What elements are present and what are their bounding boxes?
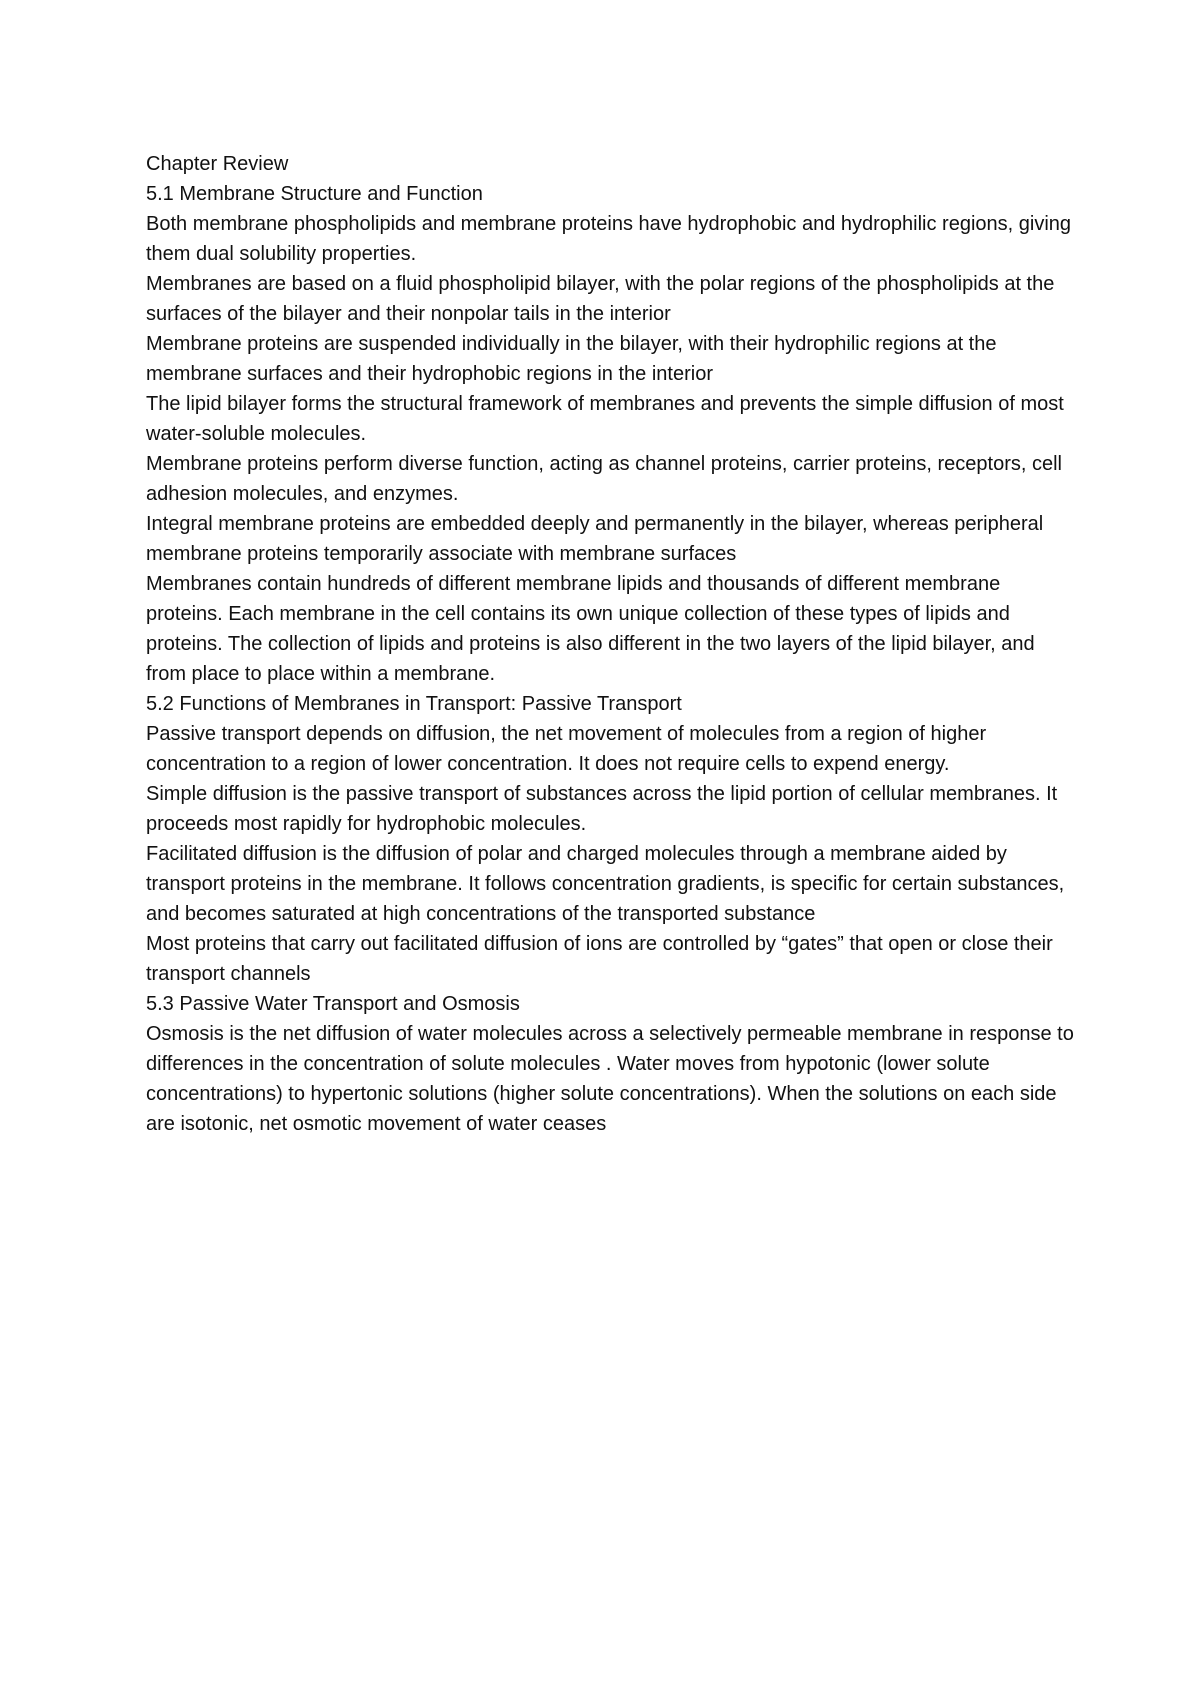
- paragraph: Membranes are based on a fluid phospholipid bilayer, with the polar regions of the phospholipids at the surfaces of the bilayer and their nonpolar tails in the interior: [146, 273, 1055, 325]
- section-heading-5-2: 5.2 Functions of Membranes in Transport: Passive Transport: [146, 693, 682, 715]
- paragraph: Facilitated diffusion is the diffusion of polar and charged molecules through a membrane aided by transport proteins in the membrane. It follows concentration gradients, is specific for certain substances, and becomes saturated at high concentrations of the transported substance: [146, 843, 1065, 925]
- section-heading-5-1: 5.1 Membrane Structure and Function: [146, 183, 483, 205]
- paragraph: Membrane proteins are suspended individually in the bilayer, with their hydrophilic regions at the membrane surfaces and their hydrophobic regions in the interior: [146, 333, 997, 385]
- document-body: [146, 149, 1076, 1139]
- paragraph: Membranes contain hundreds of different membrane lipids and thousands of different membrane proteins. Each membrane in the cell contains its own unique collection of these types of lipids and proteins. The collection of lipids and proteins is also different in the two layers of the lipid bilayer, and from place to place within a membrane.: [146, 573, 1035, 685]
- paragraph: Passive transport depends on diffusion, the net movement of molecules from a region of higher concentration to a region of lower concentration. It does not require cells to expend energy.: [146, 723, 987, 775]
- paragraph: Osmosis is the net diffusion of water molecules across a selectively permeable membrane in response to differences in the concentration of solute molecules . Water moves from hypotonic (lower solute concentrations) to hypertonic solutions (higher solute concentrations). When the solutions on each side are isotonic, net osmotic movement of water ceases: [146, 1023, 1074, 1135]
- paragraph: The lipid bilayer forms the structural framework of membranes and prevents the simple diffusion of most water-soluble molecules.: [146, 393, 1064, 445]
- section-heading-5-3: 5.3 Passive Water Transport and Osmosis: [146, 993, 520, 1015]
- paragraph: Both membrane phospholipids and membrane proteins have hydrophobic and hydrophilic regions, giving them dual solubility properties.: [146, 213, 1072, 265]
- paragraph: Simple diffusion is the passive transport of substances across the lipid portion of cellular membranes. It proceeds most rapidly for hydrophobic molecules.: [146, 783, 1058, 835]
- chapter-title: Chapter Review: [146, 153, 289, 175]
- paragraph: Membrane proteins perform diverse function, acting as channel proteins, carrier proteins, receptors, cell adhesion molecules, and enzymes.: [146, 453, 1062, 505]
- paragraph: Most proteins that carry out facilitated diffusion of ions are controlled by “gates” that open or close their transport channels: [146, 933, 1053, 985]
- paragraph: Integral membrane proteins are embedded deeply and permanently in the bilayer, whereas peripheral membrane proteins temporarily associate with membrane surfaces: [146, 513, 1044, 565]
